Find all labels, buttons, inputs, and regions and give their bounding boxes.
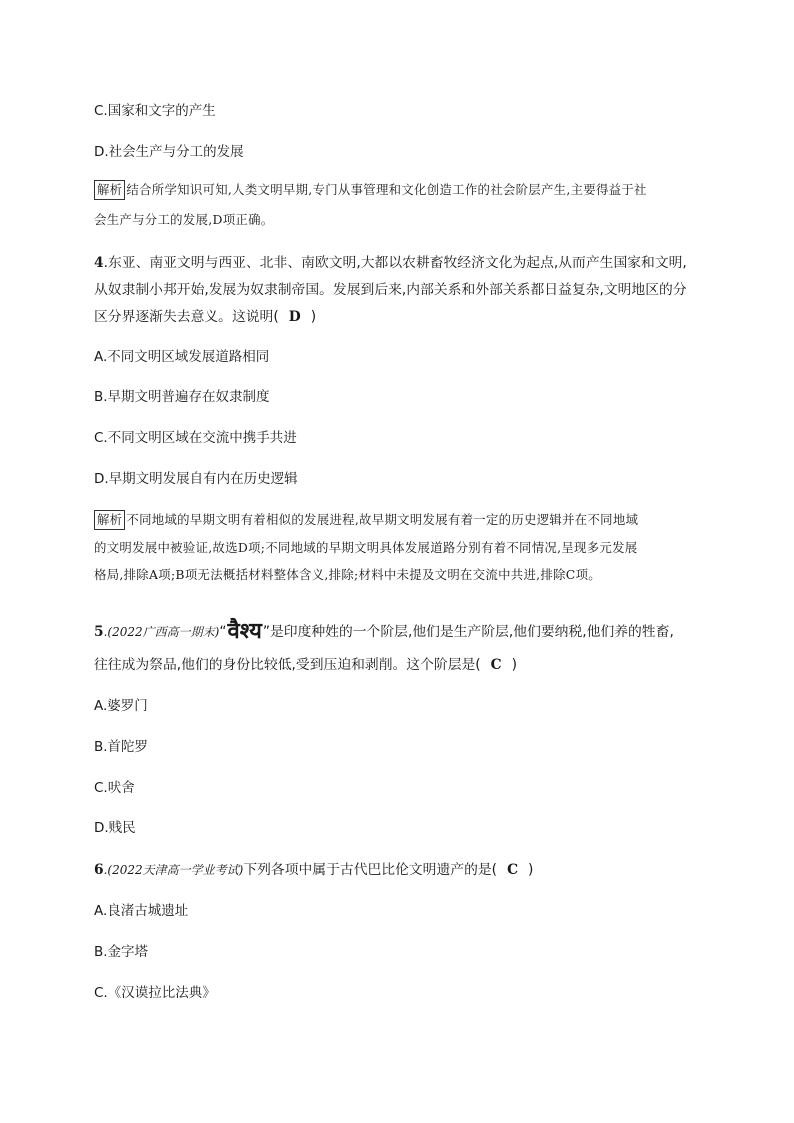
q6-answer: C [507,862,519,878]
q6-option-a: A.良渚古城遗址 [94,903,189,919]
q4-option-b: B.早期文明普遍存在奴隶制度 [94,389,270,405]
q3-option-d: D.社会生产与分工的发展 [94,144,244,160]
q4-answer: D [288,309,301,325]
explanation-tag: 解析 [94,180,125,200]
q5-hindi-word: वैश्य [227,619,262,644]
q4-explanation-line-3: 格局,排除A项;B项无法概括材料整体含义,排除;材料中未提及文明在交流中共进,排除C项。 [94,567,601,582]
q5-stem-line-2: 往往成为祭品,他们的身份比较低,受到压迫和剥削。这个阶层是( C ) [94,657,518,673]
q6-number: 6 [94,862,104,878]
q5-answer: C [490,657,502,673]
explanation-tag: 解析 [94,510,125,530]
q5-source: .(2022广西高一期末) [103,625,220,639]
q4-option-a: A.不同文明区域发展道路相同 [94,349,270,365]
q5-option-a: A.婆罗门 [94,698,148,714]
q4-explanation-line-1: 解析 不同地域的早期文明有着相似的发展进程,故早期文明发展有着一定的历史逻辑并在不同地域 [94,510,638,530]
q6-source: .(2022天津高一学业考试) [103,863,244,877]
q3-explanation-line-1: 解析 结合所学知识可知,人类文明早期,专门从事管理和文化创造工作的社会阶层产生,主要得益于社 [94,180,647,200]
q4-option-d: D.早期文明发展自有内在历史逻辑 [94,471,298,487]
q5-option-b: B.首陀罗 [94,739,149,755]
q4-option-c: C.不同文明区域在交流中携手共进 [94,430,297,446]
q4-stem-line-2: 从奴隶制小邦开始,发展为奴隶制帝国。发展到后来,内部关系和外部关系都日益复杂,文明地区的分 [94,282,687,298]
q6-option-b: B.金字塔 [94,944,149,960]
q5-option-d: D.贱民 [94,820,136,836]
q4-explanation-line-2: 的文明发展中被验证,故选D项;不同地域的早期文明具体发展道路分别有着不同情况,呈现多元发展 [94,540,638,555]
q5-number: 5 [94,624,104,640]
q4-stem-line-1: 4.东亚、南亚文明与西亚、北非、南欧文明,大都以农耕畜牧经济文化为起点,从而产生国家和文明, [94,255,687,271]
q3-explanation-line-2: 会生产与分工的发展,D项正确。 [94,212,274,227]
q4-number: 4 [94,255,104,271]
q6-option-c: C.《汉谟拉比法典》 [94,985,216,1001]
q4-stem-line-3: 区分界逐渐失去意义。这说明( D ) [94,309,317,325]
q3-option-c: C.国家和文字的产生 [94,103,216,119]
q6-stem: 6.(2022天津高一学业考试)下列各项中属于古代巴比伦文明遗产的是( C ) [94,862,534,878]
q5-option-c: C.吠舍 [94,780,135,796]
q5-stem-line-1: 5.(2022广西高一期末)“वैश्य”是印度种姓的一个阶层,他们是生产阶层,他们要纳税,他们养的牲畜, [94,619,674,644]
